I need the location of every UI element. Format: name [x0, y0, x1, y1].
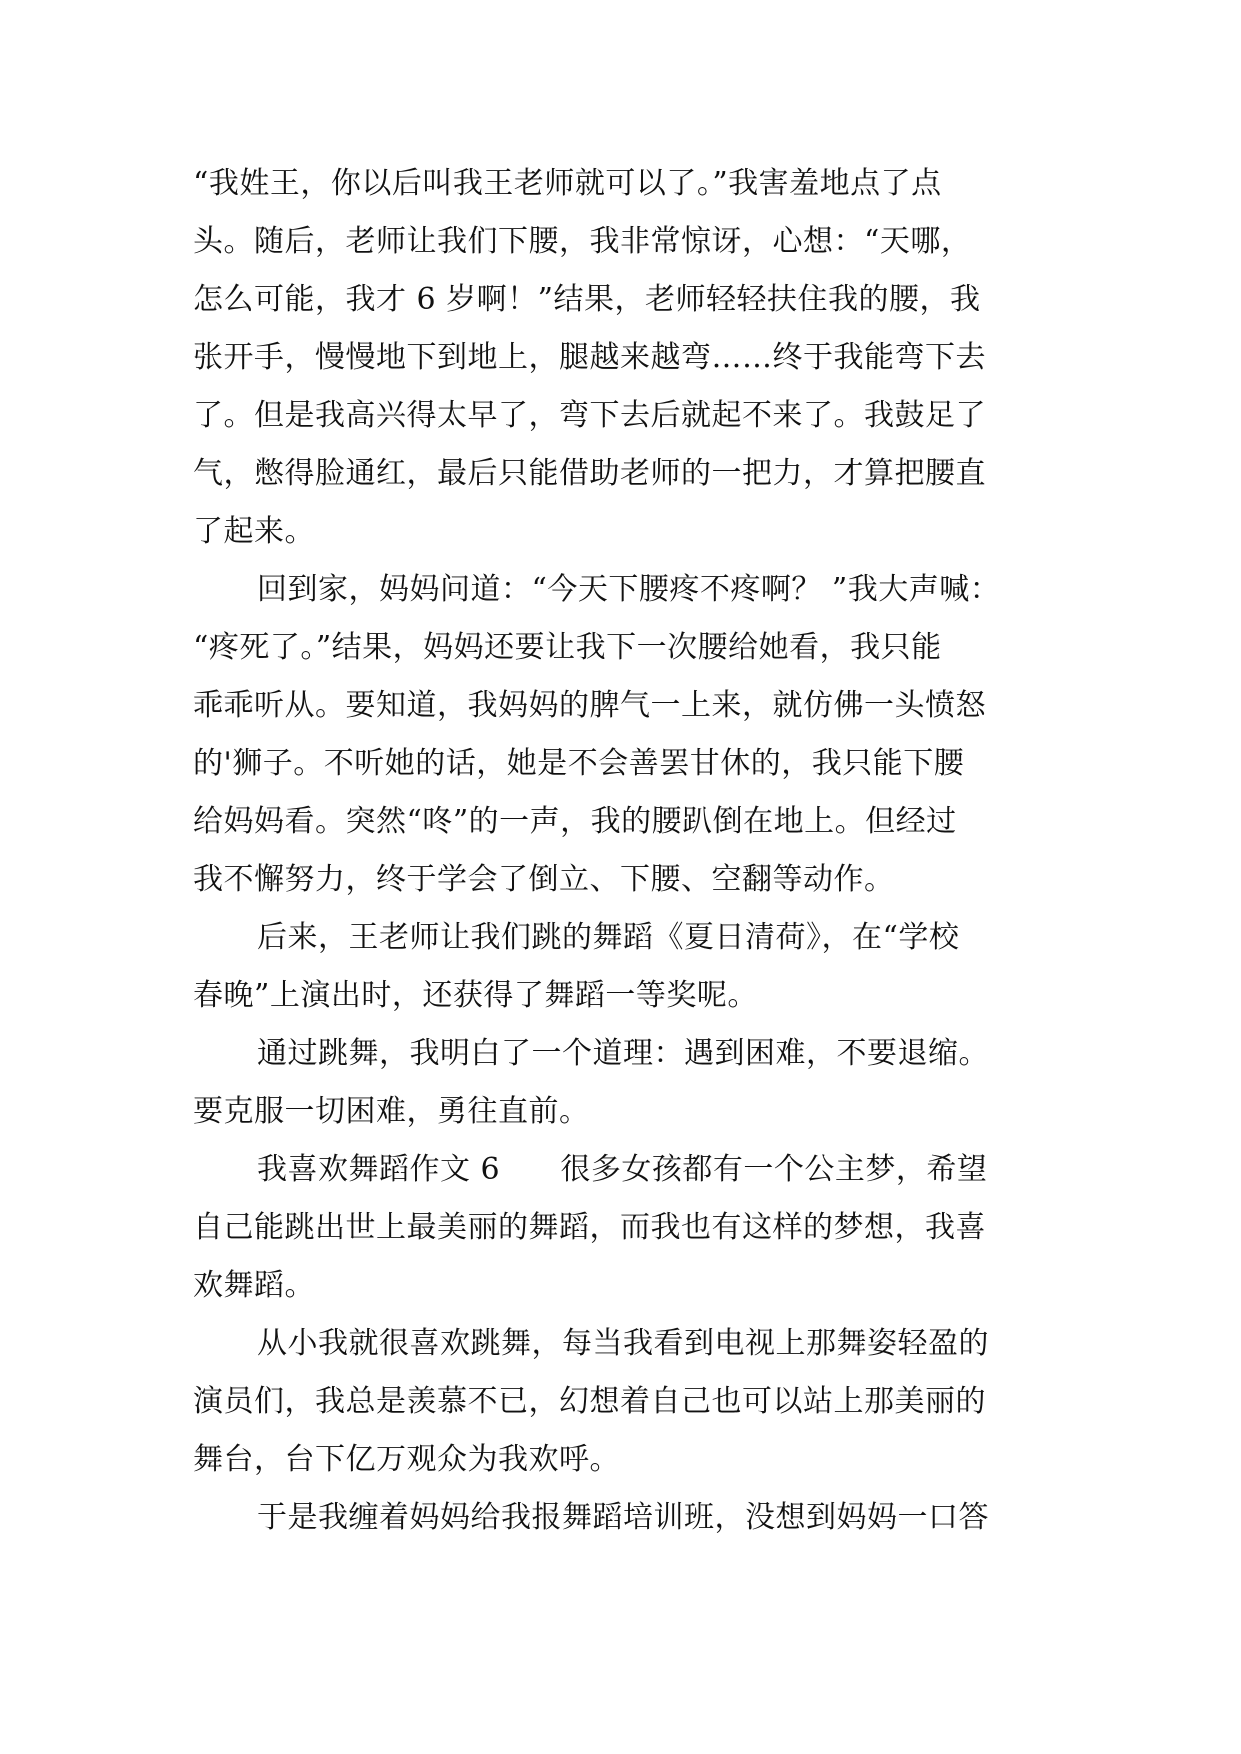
- text-line: “疼死了。”结果，妈妈还要让我下一次腰给她看，我只能: [193, 630, 942, 665]
- text-line: 舞台，台下亿万观众为我欢呼。: [193, 1442, 620, 1477]
- text-line: 要克服一切困难，勇往直前。: [193, 1094, 590, 1129]
- text-line: 自己能跳出世上最美丽的舞蹈，而我也有这样的梦想，我喜: [193, 1210, 986, 1245]
- paragraph-start-line: 从小我就很喜欢跳舞，每当我看到电视上那舞姿轻盈的: [257, 1326, 989, 1361]
- text-line: 气，憋得脸通红，最后只能借助老师的一把力，才算把腰直: [193, 456, 986, 491]
- text-line: 春晚”上演出时，还获得了舞蹈一等奖呢。: [193, 978, 758, 1013]
- text-line: 头。随后，老师让我们下腰，我非常惊讶，心想：“天哪，: [193, 224, 972, 259]
- paragraph-start-line: 后来，王老师让我们跳的舞蹈《夏日清荷》，在“学校: [257, 920, 960, 955]
- text-line: 了。但是我高兴得太早了，弯下去后就起不来了。我鼓足了: [193, 398, 986, 433]
- text-line: 乖乖听从。要知道，我妈妈的脾气一上来，就仿佛一头愤怒: [193, 688, 986, 723]
- text-line: 的'狮子。不听她的话，她是不会善罢甘休的，我只能下腰: [193, 746, 965, 781]
- text-line: 了起来。: [193, 514, 315, 549]
- text-line: 演员们，我总是羡慕不已，幻想着自己也可以站上那美丽的: [193, 1384, 986, 1419]
- text-line: 怎么可能，我才 6 岁啊！”结果，老师轻轻扶住我的腰，我: [193, 282, 981, 317]
- text-line: 给妈妈看。突然“咚”的一声，我的腰趴倒在地上。但经过: [193, 804, 957, 839]
- paragraph-start-line: 回到家，妈妈问道：“今天下腰疼不疼啊？ ”我大声喊：: [257, 572, 1001, 607]
- text-line: “我姓王，你以后叫我王老师就可以了。”我害羞地点了点: [193, 166, 942, 201]
- section-heading-line: 我喜欢舞蹈作文 6 很多女孩都有一个公主梦，希望: [257, 1152, 988, 1187]
- text-line: 欢舞蹈。: [193, 1268, 315, 1303]
- text-line: 张开手，慢慢地下到地上，腿越来越弯……终于我能弯下去: [193, 340, 986, 375]
- paragraph-start-line: 通过跳舞，我明白了一个道理：遇到困难，不要退缩。: [257, 1036, 989, 1071]
- paragraph-start-line: 于是我缠着妈妈给我报舞蹈培训班，没想到妈妈一口答: [257, 1500, 989, 1535]
- text-line: 我不懈努力，终于学会了倒立、下腰、空翻等动作。: [193, 862, 895, 897]
